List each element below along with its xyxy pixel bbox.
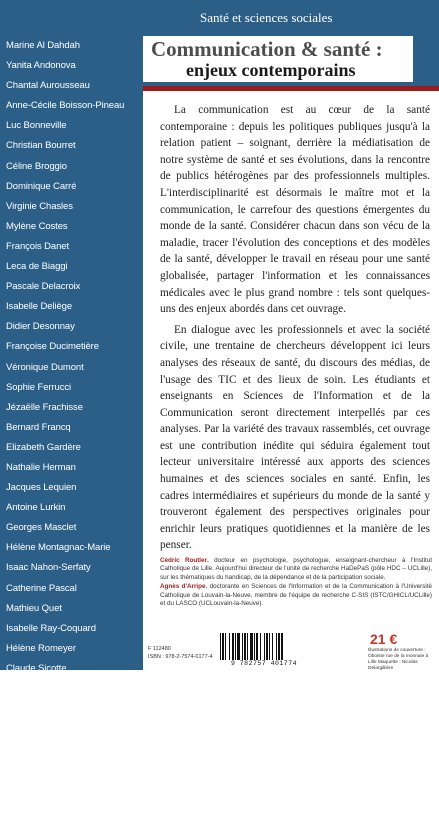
author-name: Antoine Lurkin (6, 502, 66, 514)
author-name: Claude Sicotte (6, 662, 67, 674)
author-name: Luc Bonneville (6, 120, 67, 132)
product-code: F 112480 (148, 646, 171, 652)
author-name: Jézaëlle Frachisse (6, 401, 83, 413)
paragraph: En dialogue avec les professionnels et avec la société civile, une trentaine de chercheurs développent ici leurs analyses des réseaux de santé, du discours des médias, de l'usage des TIC et des lieux de soin. Les étudiants et enseignants en Sciences de l'Information et de la Communication seront directement interpellés par ces analyses. Par la variété des travaux rassemblés, cet ouvrage est une contribution inédite qui séduira également tout lecteur universitaire intéressé aux apports des sciences humaines et des sciences sociales en santé. Enfin, les cadres intermédiaires et supérieurs du monde de la santé y trouveront également des perspectives originales pour enrichir leurs pratiques quotidiennes et la manière de les penser. (160, 323, 430, 552)
book-subtitle: enjeux contemporains (186, 60, 356, 80)
author-name: Elizabeth Vercher (6, 783, 79, 795)
author-name: Sophie Ferrucci (6, 381, 72, 393)
bio (160, 557, 432, 582)
author-name: Didier Desonnay (6, 321, 75, 333)
author-name: Dominique Carré (6, 180, 77, 192)
author-name: Jérôme Thomas (6, 683, 74, 694)
bio-name: Cédric Routier (160, 557, 208, 564)
authors-sidebar (0, 0, 143, 815)
author-list (6, 36, 140, 820)
author-name: Chantal Aurousseau (6, 80, 90, 92)
bio-text: , doctorante en Sciences de l'Information et de la Communication à l'Université Catholique de Louvain-la-Neuve, membre de l'équipe de recherche C-SIS (ISTC/GHICL/UCLille) et du LASCO (UCLouvain-la-Neuve). (160, 583, 432, 608)
author-name: Christian Bourret (6, 140, 76, 152)
accent-bar (143, 86, 439, 91)
author-name: Elgiz Yilmaz (6, 803, 57, 815)
author-name: Annelise Touboul (6, 703, 77, 715)
barcode-number: 9 782757 401774 (230, 660, 297, 667)
author-name: Nathalie Herman (6, 461, 76, 473)
author-name: Mylène Costes (6, 220, 68, 232)
author-name: Georges Masclet (6, 522, 77, 534)
author-name: Jacques Lequien (6, 482, 77, 494)
author-name: Mireille Tremblay (6, 723, 77, 735)
bio-name: Agnès d'Arripe (160, 583, 206, 591)
isbn: ISBN : 978-2-7574-0177-4 (148, 654, 213, 660)
author-name: Marine Al Dahdah (6, 40, 80, 51)
cover-credits: Illustrations de couverture : Oboiste rue de la monnaie à Lille Maquette : Nicolas Delargillière (368, 648, 429, 671)
author-name: Mathieu Quet (6, 602, 62, 614)
author-name: Elizabeth Gardère (6, 441, 81, 453)
book-title: Communication & santé : (151, 37, 383, 61)
description (160, 102, 430, 554)
author-name: François Danet (6, 240, 70, 252)
author-name: Virginie Chasles (6, 200, 73, 212)
author-name: Pascale Delacroix (6, 281, 81, 293)
author-name: Damien Vanneste (6, 743, 80, 755)
author-name: Françoise Ducimetière (6, 341, 99, 353)
author-name: Isabelle Ray-Coquard (6, 622, 96, 634)
barcode-icon (220, 633, 306, 660)
author-name: Céline Broggio (6, 160, 67, 172)
author-name: Leca de Biaggi (6, 261, 68, 273)
paragraph: La communication est au cœur de la santé contemporaine : depuis les politiques publiques jusqu'à la relation patient – soignant, derrière la médiatisation de notre système de santé et ses évolutions, dans la rencontre de publics hétérogènes par des professionnels multiples. L'interdisciplinarité est désormais le maître mot et la communication, le carrefour des questions émergentes du monde de la santé. Considérer chacun dans son vécu de la maladie, tracer l'évolution des conceptions et des modèles de la santé, développer le travail en réseau pour une santé globalisée, partager l'information et les connaissances médicales avec le plus grand nombre : tels sont quelques-uns des enjeux abordés dans cet ouvrage. (160, 104, 430, 316)
author-name: Véronique Dumont (6, 361, 84, 373)
author-name: Baptiste Viaud (6, 763, 66, 775)
author-name: Isaac Nahon-Serfaty (6, 562, 91, 574)
book-codes (148, 645, 213, 661)
series-name: Santé et sciences sociales (200, 10, 333, 25)
author-name: Anne-Cécile Boisson-Pineau (6, 100, 125, 112)
author-name: Hélène Romeyer (6, 642, 76, 654)
author-name: Catherine Pascal (6, 582, 77, 594)
price: 21 € (370, 631, 398, 647)
barcode (214, 631, 312, 669)
bio-text: , docteur en psychologie, psychologue, enseignant-chercheur à l'Institut Catholique de Lille. Aujourd'hui directeur de l'unité de recherche HaDePaS (pôle HDC – UCLille), sur les thématiques du handicap, de la dépendance et de la participation sociale. (160, 557, 432, 581)
author-name: Bernard Francq (6, 421, 71, 433)
author-name: Hélène Montagnac-Marie (6, 542, 111, 554)
author-name: Yanita Andonova (6, 60, 76, 72)
bio (160, 583, 432, 608)
author-bios (160, 557, 432, 608)
author-name: Isabelle Deliège (6, 301, 72, 313)
